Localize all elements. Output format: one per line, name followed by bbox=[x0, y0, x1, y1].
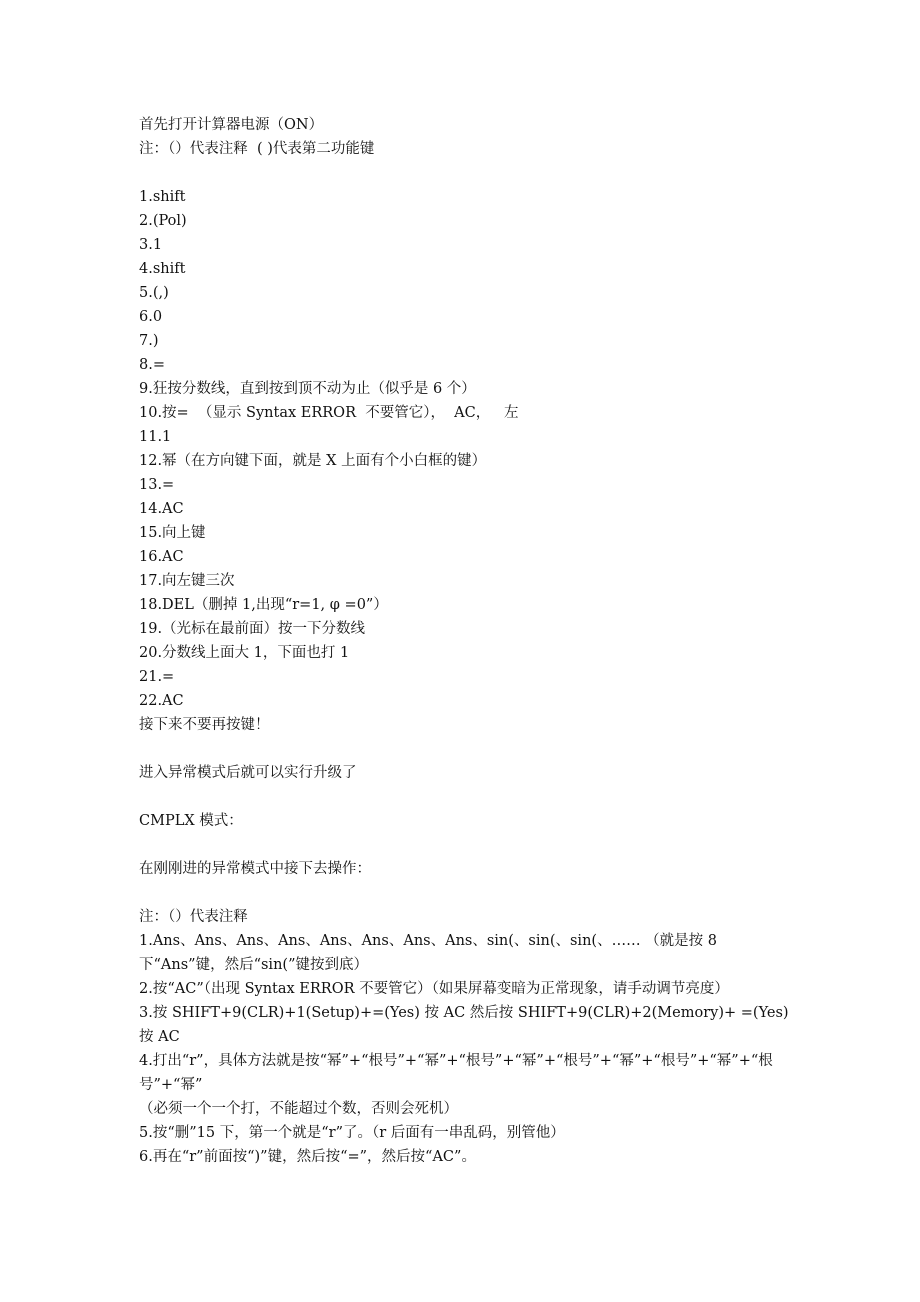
cmplx-note: 注：（）代表注释 bbox=[139, 909, 248, 925]
step-3: 3.1 bbox=[139, 237, 163, 253]
step-5: 5.(,) bbox=[139, 285, 169, 301]
blank-line bbox=[139, 161, 789, 185]
step-17: 17.向左键三次 bbox=[139, 573, 235, 589]
blank-line bbox=[139, 737, 789, 761]
cmplx-step-4-note: （必须一个一个打，不能超过个数，否则会死机） bbox=[139, 1101, 458, 1117]
step-9: 9.狂按分数线，直到按到顶不动为止（似乎是 6 个） bbox=[139, 381, 476, 397]
step-2: 2.(Pol) bbox=[139, 213, 187, 229]
step-16: 16.AC bbox=[139, 549, 184, 565]
step-20: 20.分数线上面大 1，下面也打 1 bbox=[139, 645, 350, 661]
step-18: 18.DEL（删掉 1,出现“r=1, φ =0”） bbox=[139, 597, 388, 613]
cmplx-step-3: 3.按 SHIFT+9(CLR)+1(Setup)+=(Yes) 按 AC 然后按 SHIFT+9(CLR)+2(Memory)+ =(Yes) 按 AC bbox=[139, 1005, 789, 1045]
step-1: 1.shift bbox=[139, 189, 186, 205]
step-11: 11.1 bbox=[139, 429, 172, 445]
step-21: 21.= bbox=[139, 669, 175, 685]
blank-line bbox=[139, 833, 789, 857]
step-6: 6.0 bbox=[139, 309, 163, 325]
cmplx-intro: 在刚刚进的异常模式中接下去操作： bbox=[139, 861, 371, 877]
step-10: 10.按= （显示 Syntax ERROR 不要管它）， AC， 左 bbox=[139, 405, 519, 421]
intro-note: 注：（）代表注释 ( )代表第二功能键 bbox=[139, 141, 375, 157]
step-8: 8.= bbox=[139, 357, 165, 373]
intro-power-on: 首先打开计算器电源（ON） bbox=[139, 117, 324, 133]
upgrade-note: 进入异常模式后就可以实行升级了 bbox=[139, 765, 357, 781]
step-19: 19.（光标在最前面）按一下分数线 bbox=[139, 621, 366, 637]
blank-line bbox=[139, 785, 789, 809]
cmplx-step-1: 1.Ans、Ans、Ans、Ans、Ans、Ans、Ans、Ans、sin(、sin(、sin(、…… （就是按 8 下“Ans”键，然后“sin(”键按到底） bbox=[139, 933, 718, 973]
step-22: 22.AC bbox=[139, 693, 184, 709]
cmplx-step-4: 4.打出“r”，具体方法就是按“幂”+“根号”+“幂”+“根号”+“幂”+“根号”+“幂”+“根号”+“幂”+“根号”+“幂” bbox=[139, 1053, 773, 1093]
cmplx-step-5: 5.按“删”15 下，第一个就是“r”了。（r 后面有一串乱码，别管他） bbox=[139, 1125, 565, 1141]
cmplx-step-2: 2.按“AC”（出现 Syntax ERROR 不要管它）（如果屏幕变暗为正常现象，请手动调节亮度） bbox=[139, 981, 729, 997]
blank-line bbox=[139, 881, 789, 905]
step-7: 7.) bbox=[139, 333, 159, 349]
warning-text: 接下来不要再按键！ bbox=[139, 717, 270, 733]
cmplx-heading: CMPLX 模式： bbox=[139, 813, 243, 829]
cmplx-step-6: 6.再在“r”前面按“)”键，然后按“=”，然后按“AC”。 bbox=[139, 1149, 476, 1165]
step-14: 14.AC bbox=[139, 501, 184, 517]
step-12: 12.幂（在方向键下面，就是 X 上面有个小白框的键） bbox=[139, 453, 487, 469]
step-15: 15.向上键 bbox=[139, 525, 206, 541]
step-13: 13.= bbox=[139, 477, 175, 493]
step-4: 4.shift bbox=[139, 261, 186, 277]
document-body bbox=[139, 113, 789, 1169]
